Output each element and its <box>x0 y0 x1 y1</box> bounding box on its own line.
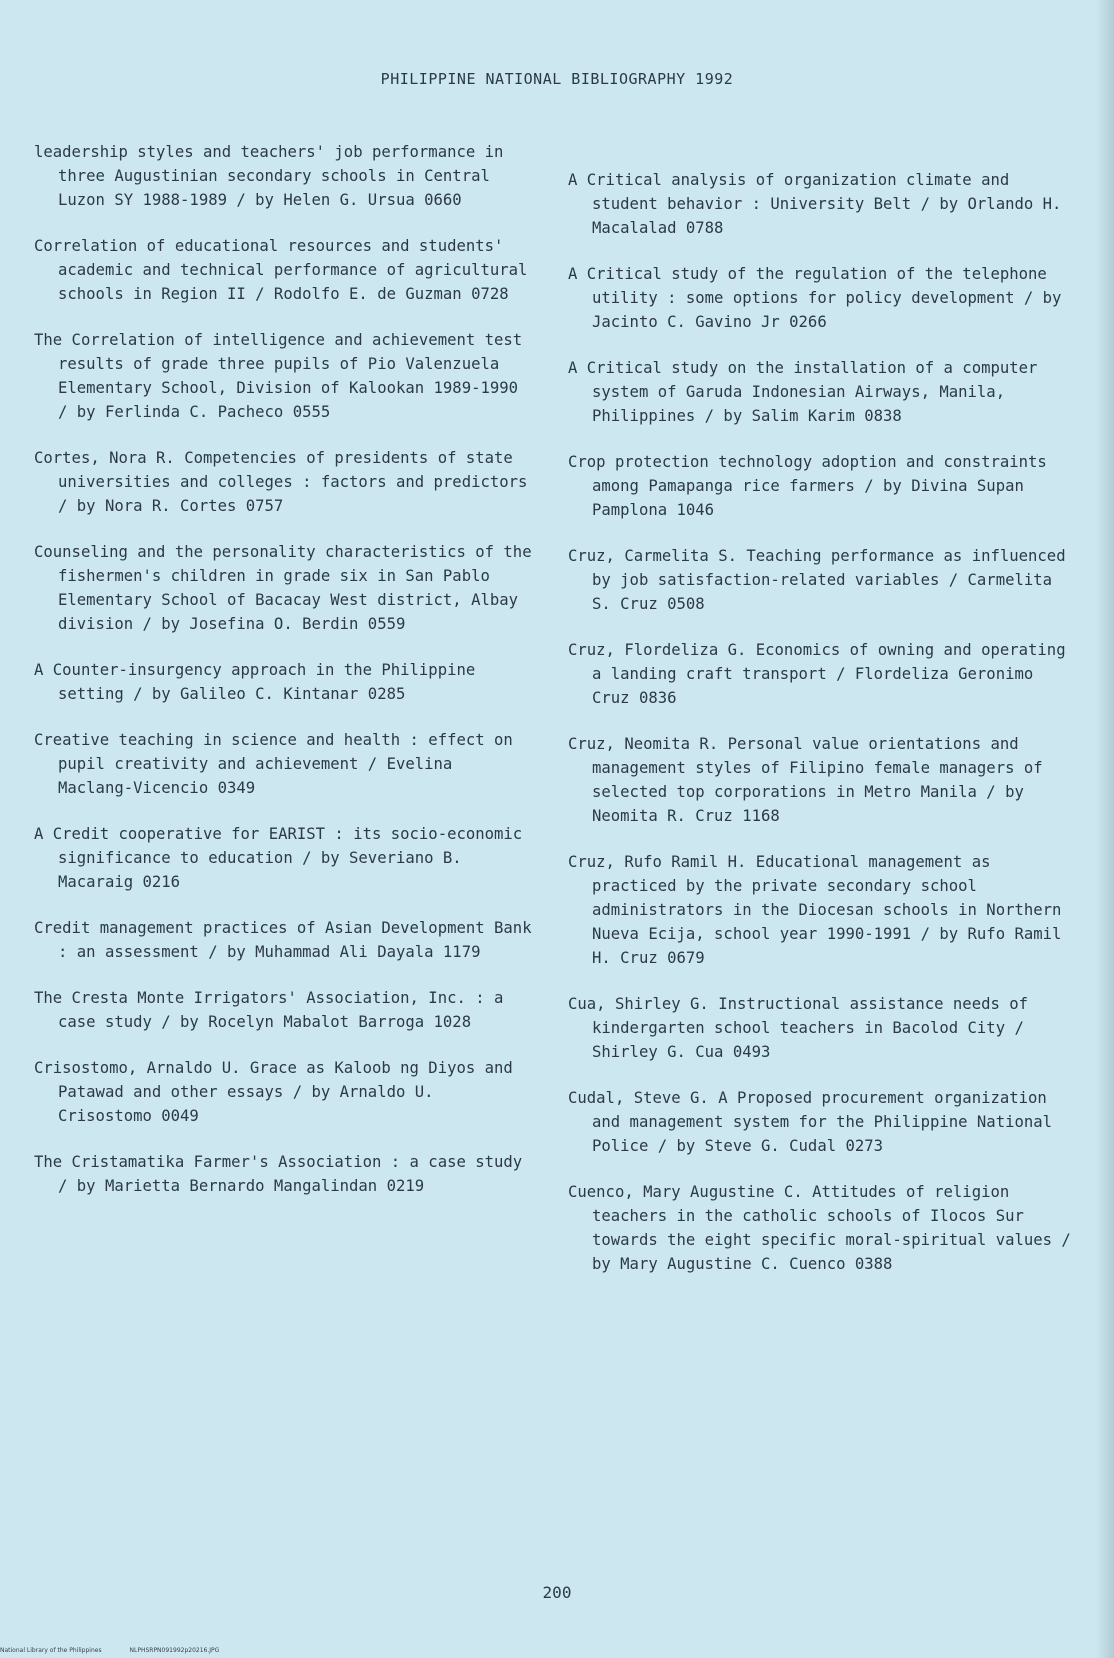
bib-entry: Credit management practices of Asian Development Bank : an assessment / by Muhammad Ali Dayala 1179 <box>34 919 541 961</box>
bib-entry: Crop protection technology adoption and constraints among Pamapanga rice farmers / by Divina Supan Pamplona 1046 <box>568 453 1057 519</box>
bib-entry: A Counter-insurgency approach in the Philippine setting / by Galileo C. Kintanar 0285 <box>34 661 485 703</box>
bib-entry: Cudal, Steve G. A Proposed procurement organization and management system for the Philippine National Police / by Steve G. Cudal 0273 <box>568 1089 1062 1155</box>
footer-file: NLPHSRPN091992p20216.JPG <box>129 1647 220 1654</box>
page-edge-shadow <box>1096 0 1114 1658</box>
bib-entry: A Critical study of the regulation of the telephone utility : some options for policy development / by Jacinto C. Gavino Jr 0266 <box>568 265 1071 331</box>
page-number: 200 <box>542 1583 572 1602</box>
bib-entry: The Cresta Monte Irrigators' Association, Inc. : a case study / by Rocelyn Mabalot Barroga 1028 <box>34 989 513 1031</box>
bib-entry: Correlation of educational resources and students' academic and technical performance of agricultural schools in Region II / Rodolfo E. de Guzman 0728 <box>34 237 537 303</box>
bib-entry: Cruz, Rufo Ramil H. Educational management as practiced by the private secondary school administrators in the Diocesan schools in Northern Nueva Ecija, school year 1990-1991 / by Rufo Ramil H. Cruz 0679 <box>568 853 1071 967</box>
bib-entry: Crisostomo, Arnaldo U. Grace as Kaloob ng Diyos and Patawad and other essays / by Arnaldo U. Crisostomo 0049 <box>34 1059 523 1125</box>
scan-footer <box>0 1647 245 1654</box>
bib-entry: A Critical study on the installation of a computer system of Garuda Indonesian Airways, Manila, Philippines / by Salim Karim 0838 <box>568 359 1047 425</box>
bib-entry: Cua, Shirley G. Instructional assistance needs of kindergarten school teachers in Bacolod City / Shirley G. Cua 0493 <box>568 995 1038 1061</box>
bib-entry: leadership styles and teachers' job performance in three Augustinian secondary schools in Central Luzon SY 1988-1989 / by Helen G. Ursua 0660 <box>34 143 513 209</box>
bib-entry: The Correlation of intelligence and achievement test results of grade three pupils of Pio Valenzuela Elementary School, Division of Kalookan 1989-1990 / by Ferlinda C. Pacheco 0555 <box>34 331 532 421</box>
bib-entry: Cortes, Nora R. Competencies of presidents of state universities and colleges : factors and predictors / by Nora R. Cortes 0757 <box>34 449 537 515</box>
bib-entry: Cruz, Carmelita S. Teaching performance as influenced by job satisfaction-related variables / Carmelita S. Cruz 0508 <box>568 547 1075 613</box>
bib-entry: A Critical analysis of organization climate and student behavior : University Belt / by Orlando H. Macalalad 0788 <box>568 171 1071 237</box>
bib-entry: Cruz, Neomita R. Personal value orientations and management styles of Filipino female managers of selected top corporations in Metro Manila / by Neomita R. Cruz 1168 <box>568 735 1053 825</box>
bib-entry: The Cristamatika Farmer's Association : a case study / by Marietta Bernardo Mangalindan 0219 <box>34 1153 532 1195</box>
right-column <box>568 168 1081 1298</box>
bib-entry: Counseling and the personality characteristics of the fishermen's children in grade six in San Pablo Elementary School of Bacacay West district, Albay division / by Josefina O. Berdin 0559 <box>34 543 541 633</box>
bib-entry: A Credit cooperative for EARIST : its socio-economic significance to education / by Severiano B. Macaraig 0216 <box>34 825 532 891</box>
bib-entry: Creative teaching in science and health : effect on pupil creativity and achievement / Evelina Maclang-Vicencio 0349 <box>34 731 523 797</box>
footer-library: National Library of the Philippines <box>0 1647 102 1654</box>
left-column <box>34 140 541 1220</box>
bib-entry: Cuenco, Mary Augustine C. Attitudes of religion teachers in the catholic schools of Ilocos Sur towards the eight specific moral-spiritual values / by Mary Augustine C. Cuenco 0388 <box>568 1183 1081 1273</box>
page-header: PHILIPPINE NATIONAL BIBLIOGRAPHY 1992 <box>380 70 734 88</box>
bib-entry: Cruz, Flordeliza G. Economics of owning and operating a landing craft transport / Flordeliza Geronimo Cruz 0836 <box>568 641 1075 707</box>
